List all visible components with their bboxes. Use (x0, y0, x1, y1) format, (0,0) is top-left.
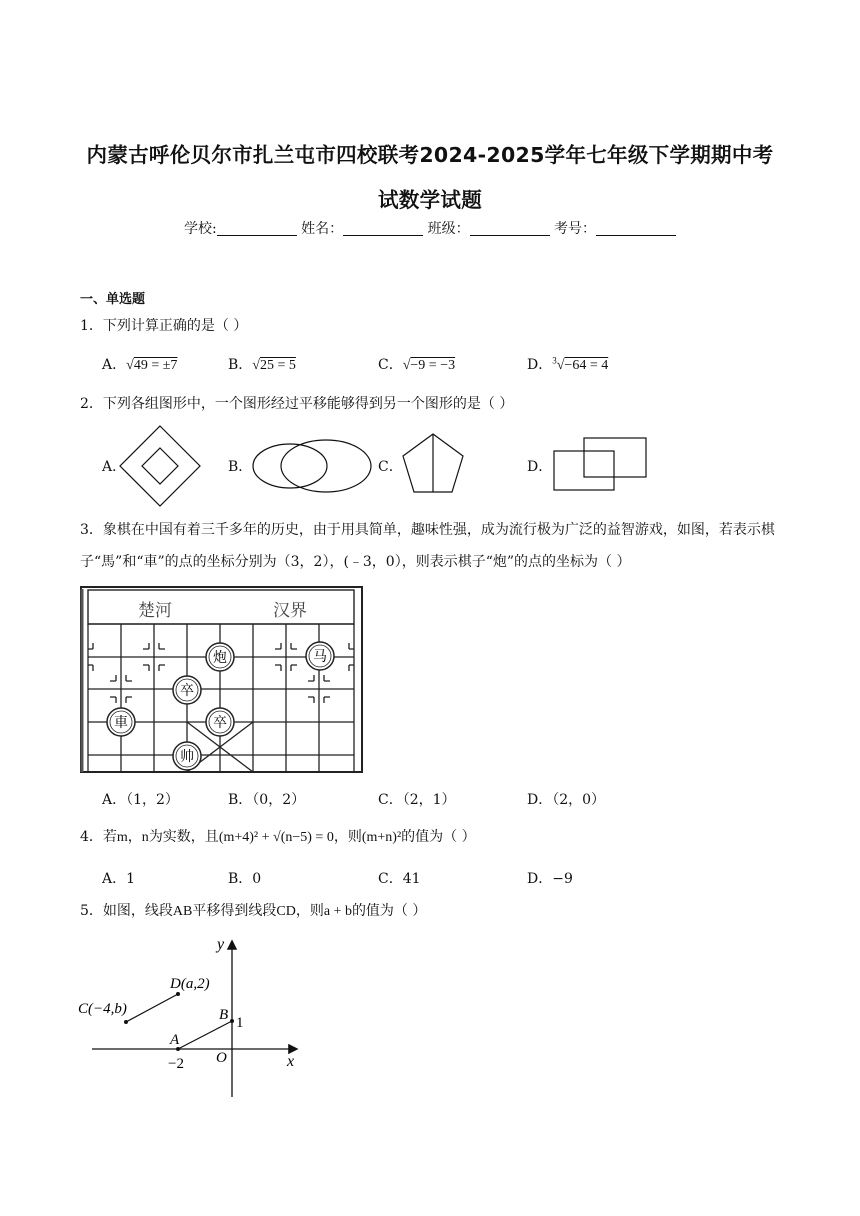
q5-prefix: 5．如图，线段 (80, 903, 173, 919)
name-label: 姓名： (301, 221, 344, 237)
segment-ab (178, 1021, 232, 1049)
q3-option-a[interactable]: A．（1，2） (102, 792, 179, 808)
piece-zu-1 (173, 676, 201, 704)
question-1-stem: 1．下列计算正确的是（ ） (80, 318, 248, 334)
q1-option-b[interactable]: B．√25 = 5 (228, 357, 296, 373)
point-c (124, 1020, 128, 1024)
piece-shuai (173, 742, 201, 770)
school-blank[interactable] (217, 221, 297, 236)
point-d-label: D(a,2) (170, 976, 210, 992)
segment-cd (126, 994, 178, 1022)
q4-option-d[interactable]: D．−9 (527, 871, 573, 887)
q1-b-label: B． (228, 357, 253, 373)
chess-board-figure (80, 586, 364, 774)
q3-option-d[interactable]: D．（2，0） (527, 792, 606, 808)
q1-d-label: D． (527, 357, 553, 373)
section-heading: 一、单选题 (80, 292, 146, 307)
river-right-text: 汉界 (273, 601, 307, 620)
q1-c-expr: −9 = −3 (410, 358, 456, 373)
exam-title-line1: 内蒙古呼伦贝尔市扎兰屯市四校联考2024-2025学年七年级下学期期中考 (86, 143, 774, 167)
point-a-label: A (170, 1032, 180, 1048)
q1-d-index: 3 (552, 355, 557, 366)
q2-b-right-ellipse (281, 440, 371, 492)
piece-shuai-label: 帅 (180, 750, 194, 765)
piece-ju (107, 708, 135, 736)
question-3-stem: 3．象棋在中国有着三千多年的历史，由于用具简单，趣味性强，成为流行极为广泛的益智游戏，如图，若表示棋子“馬”和“車”的点的坐标分别为（3，2），(﹣3，0），则表示棋子“炮”的点的坐标为（ ） (80, 522, 775, 570)
q2-d-figure (552, 436, 650, 494)
q1-b-expr: 25 = 5 (259, 358, 296, 373)
piece-pao (206, 643, 234, 671)
q1-option-d[interactable]: D．$^3$√−64 = 4 (527, 355, 609, 373)
number-label: 考号： (554, 221, 597, 237)
q5-suffix: 的值为（ ） (351, 903, 427, 919)
class-label: 班级： (427, 221, 470, 237)
q2-a-outer-diamond (120, 426, 200, 506)
board-frame (81, 587, 362, 772)
question-2-stem: 2．下列各组图形中，一个图形经过平移能够得到另一个图形的是（ ） (80, 396, 514, 412)
exam-title-line2: 试数学试题 (378, 188, 482, 212)
q4-mid: 为实数，且 (148, 829, 219, 845)
q5-expression: a + b (323, 904, 352, 919)
q2-b-figure (250, 438, 372, 494)
origin-label: O (216, 1050, 227, 1066)
student-info (0, 218, 860, 238)
tick-minus-two-label: −2 (168, 1056, 184, 1072)
q4-vars: m，n (116, 830, 149, 845)
q2-b-label[interactable]: B． (228, 459, 253, 475)
q2-a-inner-diamond (142, 448, 178, 484)
x-axis-label: x (287, 1053, 295, 1070)
q3-option-b[interactable]: B．（0，2） (228, 792, 306, 808)
q1-option-a[interactable]: A．√49 = ±7 (102, 357, 178, 373)
q5-then: ，则 (295, 903, 324, 919)
q2-d-label[interactable]: D． (527, 459, 553, 475)
point-d (176, 992, 180, 996)
point-b (230, 1019, 234, 1023)
q1-a-label: A． (102, 357, 127, 373)
q2-a-figure (118, 424, 202, 508)
q4-suffix: 的值为（ ） (401, 829, 476, 845)
q4-equation: (m+4)² + √(n−5) = 0 (218, 830, 334, 845)
piece-zu-2 (206, 708, 234, 736)
point-b-label: B (219, 1007, 229, 1023)
q2-d-upper-rect (584, 438, 646, 477)
number-blank[interactable] (596, 221, 676, 236)
school-label: 学校: (183, 221, 217, 237)
coordinate-figure (74, 932, 314, 1102)
q2-c-figure (400, 432, 466, 496)
q3-option-c[interactable]: C．（2，1） (378, 792, 456, 808)
q1-option-c[interactable]: C．√−9 = −3 (378, 357, 456, 373)
q5-mid: 平移得到线段 (192, 903, 277, 919)
piece-zu-2-label: 卒 (213, 716, 227, 731)
q4-then: ，则 (333, 829, 362, 845)
q2-c-label[interactable]: C． (378, 459, 403, 475)
q4-option-c[interactable]: C．41 (378, 871, 421, 887)
q4-expression: (m+n)² (361, 830, 402, 845)
piece-pao-label: 炮 (213, 651, 227, 666)
piece-ma (306, 642, 334, 670)
class-blank[interactable] (470, 221, 550, 236)
name-blank[interactable] (343, 221, 423, 236)
y-axis-label: y (217, 936, 225, 953)
q1-c-label: C． (378, 357, 403, 373)
river-left-text: 楚河 (138, 601, 172, 620)
q1-d-expr: −64 = 4 (564, 358, 609, 373)
question-4-stem (80, 827, 476, 848)
q1-a-expr: 49 = ±7 (133, 358, 178, 373)
piece-ma-label: 马 (313, 650, 327, 665)
q5-ab: AB (172, 904, 193, 919)
q5-cd: CD (276, 904, 296, 919)
q2-a-label[interactable]: A． (102, 459, 127, 475)
question-5-stem (80, 901, 426, 922)
q4-option-a[interactable]: A．1 (102, 871, 136, 887)
piece-zu-1-label: 卒 (180, 684, 194, 699)
q4-prefix: 4．若 (80, 829, 117, 845)
point-c-label: C(−4,b) (78, 1001, 127, 1017)
q4-option-b[interactable]: B．0 (228, 871, 262, 887)
piece-ju-label: 車 (114, 716, 128, 731)
tick-one-label: 1 (236, 1015, 244, 1031)
